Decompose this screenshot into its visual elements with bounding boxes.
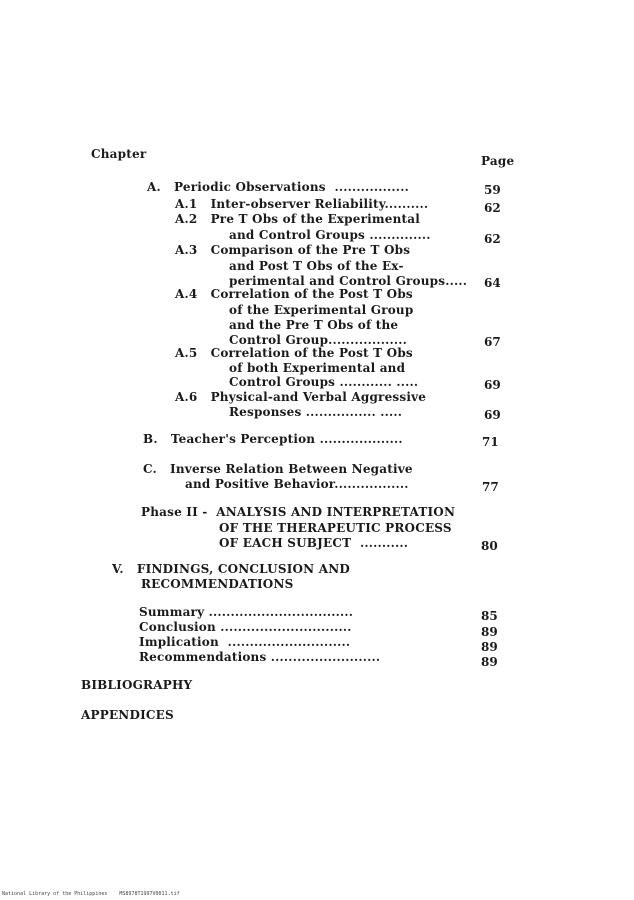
toc-entry-a4-line3: and the Pre T Obs of the xyxy=(229,318,399,332)
toc-entry-a1: A.1 Inter-observer Reliability.......... xyxy=(175,197,429,211)
toc-entry-recommendations: Recommendations ......................... xyxy=(139,650,381,664)
toc-page-a5: 69 xyxy=(484,378,501,392)
toc-page-a: 59 xyxy=(484,183,501,197)
chapter-label: Chapter xyxy=(91,147,147,161)
scan-footer-stamp: National Library of the Philippines MS8978T1997V0011.tif xyxy=(2,891,180,897)
toc-entry-c-line2: and Positive Behavior................. xyxy=(185,477,409,491)
toc-entry-a4-line1: A.4 Correlation of the Post T Obs xyxy=(175,287,413,301)
toc-entry-implication: Implication ............................ xyxy=(139,635,351,649)
toc-entry-a2-line2: and Control Groups .............. xyxy=(229,228,431,242)
toc-page-a3: 64 xyxy=(484,276,501,290)
toc-page-implication: 89 xyxy=(481,640,498,654)
toc-page-a2: 62 xyxy=(484,232,501,246)
toc-entry-a6-line2: Responses ................ ..... xyxy=(229,405,403,419)
toc-entry-phase-line3: OF EACH SUBJECT ........... xyxy=(219,536,409,550)
toc-entry-summary: Summary ................................. xyxy=(139,605,354,619)
toc-entry-a4-line2: of the Experimental Group xyxy=(229,303,414,317)
toc-entry-a4-line4: Control Group.................. xyxy=(229,333,407,347)
toc-entry-a: A. Periodic Observations ................. xyxy=(147,180,409,194)
toc-page-conclusion: 89 xyxy=(481,625,498,639)
toc-entry-a2-line1: A.2 Pre T Obs of the Experimental xyxy=(175,212,420,226)
toc-entry-v-line1: V. FINDINGS, CONCLUSION AND xyxy=(112,562,350,576)
toc-entry-c-line1: C. Inverse Relation Between Negative xyxy=(143,462,413,476)
toc-entry-a5-line3: Control Groups ............ ..... xyxy=(229,375,419,389)
toc-entry-a3-line2: and Post T Obs of the Ex- xyxy=(229,259,404,273)
toc-page-a1: 62 xyxy=(484,201,501,215)
toc-page-recommendations: 89 xyxy=(481,655,498,669)
toc-entry-phase-line1: Phase II - ANALYSIS AND INTERPRETATION xyxy=(141,505,456,519)
toc-entry-a3-line3: perimental and Control Groups..... xyxy=(229,274,468,288)
toc-page-a4: 67 xyxy=(484,335,501,349)
toc-entry-b: B. Teacher's Perception ................... xyxy=(143,432,403,446)
toc-page-b: 71 xyxy=(482,435,499,449)
toc-page-c: 77 xyxy=(482,480,499,494)
toc-page-a6: 69 xyxy=(484,408,501,422)
toc-entry-a3-line1: A.3 Comparison of the Pre T Obs xyxy=(175,243,411,257)
toc-entry-a5-line2: of both Experimental and xyxy=(229,361,406,375)
toc-entry-phase-line2: OF THE THERAPEUTIC PROCESS xyxy=(219,521,452,535)
toc-entry-a5-line1: A.5 Correlation of the Post T Obs xyxy=(175,346,413,360)
toc-entry-conclusion: Conclusion .............................. xyxy=(139,620,352,634)
toc-entry-v-line2: RECOMMENDATIONS xyxy=(141,577,294,591)
toc-entry-bibliography: BIBLIOGRAPHY xyxy=(81,678,193,692)
toc-page-phase: 80 xyxy=(481,539,498,553)
page-label: Page xyxy=(481,154,515,168)
toc-entry-appendices: APPENDICES xyxy=(81,708,174,722)
toc-page-summary: 85 xyxy=(481,609,498,623)
toc-entry-a6-line1: A.6 Physical-and Verbal Aggressive xyxy=(175,390,427,404)
